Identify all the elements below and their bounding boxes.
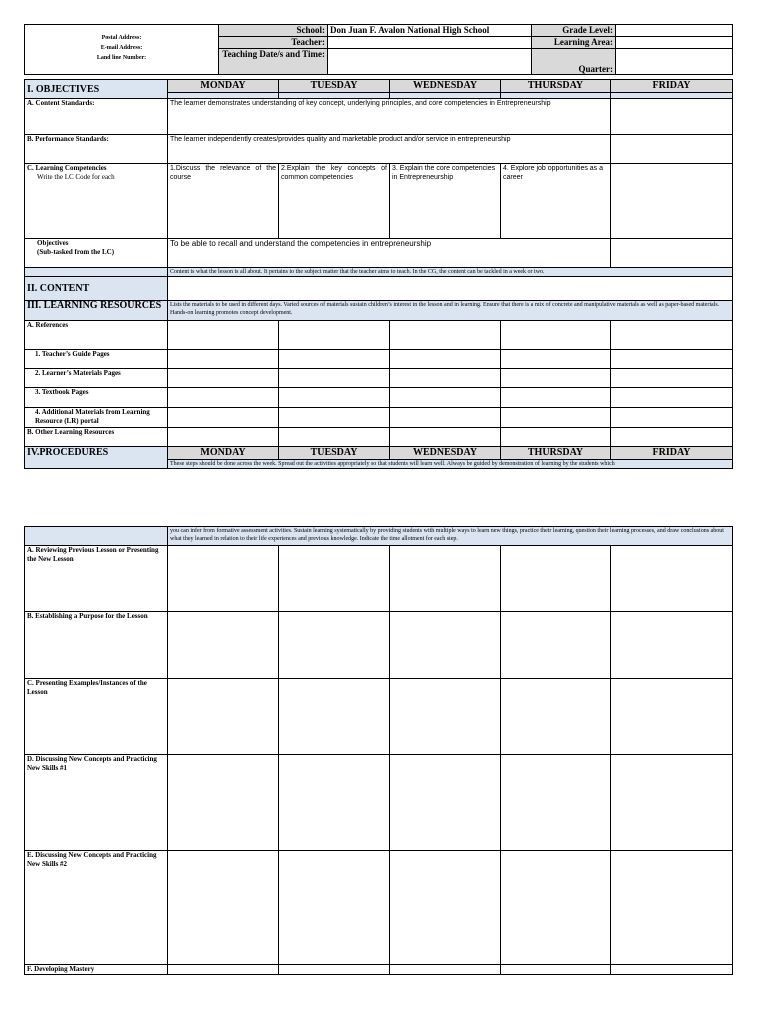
day-thursday-2: THURSDAY xyxy=(501,447,611,460)
dll-page-2 xyxy=(24,526,732,975)
step-e-label: E. Discussing New Concepts and Practicing New Skills #2 xyxy=(25,851,168,965)
quarter-label: Quarter: xyxy=(532,49,616,75)
procedures-title: IV.PROCEDURES xyxy=(25,447,168,469)
dll-page-1 xyxy=(24,24,732,469)
header-table xyxy=(24,24,733,75)
teaching-date-value[interactable] xyxy=(328,49,532,75)
step-b-label: B. Establishing a Purpose for the Lesson xyxy=(25,612,168,679)
content-title: II. CONTENT xyxy=(25,277,168,301)
learner-materials-label: 2. Learner’s Materials Pages xyxy=(25,369,168,388)
teaching-date-label: Teaching Date/s and Time: xyxy=(219,49,328,75)
content-standards-text: The learner demonstrates understanding of key concept, underlying principles, and core competencies in Entrepreneurship xyxy=(168,99,611,135)
content-standards-label: A. Content Standards: xyxy=(25,99,168,135)
competency-monday: 1.Discuss the relevance of the course xyxy=(168,164,279,239)
resources-title: III. LEARNING RESOURCES xyxy=(25,301,168,321)
day-monday: MONDAY xyxy=(168,80,279,93)
quarter-value[interactable] xyxy=(616,49,733,75)
resources-note: Lists the materials to be used in different days. Varied sources of materials sustain children’s interest in the lesson and in learning. Ensure that there is a mix of concrete and manipulative materials as well as paper-based materials. Hands-on learning promotes concept development. xyxy=(168,301,733,321)
objectives-title: I. OBJECTIVES xyxy=(25,80,168,99)
day-tuesday-2: TUESDAY xyxy=(279,447,390,460)
procedures-table xyxy=(24,526,733,975)
competency-thursday: 4. Explore job opportunities as a career xyxy=(501,164,611,239)
day-thursday: THURSDAY xyxy=(501,80,611,93)
learning-area-value[interactable] xyxy=(616,37,733,49)
competency-friday xyxy=(611,164,733,239)
step-f-label: F. Developing Mastery xyxy=(25,965,168,975)
competency-wednesday: 3. Explain the core competencies in Entrepreneurship xyxy=(390,164,501,239)
procedures-note-part2: you can infer from formative assessment activities. Sustain learning systematically by providing students with multiple ways to learn new things, practice their learning, question their learning processes, and draw conclusions about what they learned in relation to their life experiences and previous knowledge. Indicate the time allotment for each step. xyxy=(168,527,733,546)
day-friday: FRIDAY xyxy=(611,80,733,93)
procedures-note-part1: These steps should be done across the week. Spread out the activities appropriately so that students will learn well. Always be guided by demonstration of learning by the students which xyxy=(168,460,733,469)
content-note: Content is what the lesson is all about. It pertains to the subject matter that the teacher aims to teach. In the CG, the content can be tackled in a week or two. xyxy=(168,268,733,277)
day-wednesday-2: WEDNESDAY xyxy=(390,447,501,460)
textbook-pages-label: 3. Textbook Pages xyxy=(25,388,168,408)
teacher-guide-label: 1. Teacher’s Guide Pages xyxy=(25,350,168,369)
day-monday-2: MONDAY xyxy=(168,447,279,460)
grade-level-value[interactable] xyxy=(616,25,733,37)
day-wednesday: WEDNESDAY xyxy=(390,80,501,93)
performance-standards-text: The learner independently creates/provides quality and marketable product and/or service in entrepreneurship xyxy=(168,135,611,164)
teacher-value[interactable] xyxy=(328,37,532,49)
teacher-label: Teacher: xyxy=(219,37,328,49)
step-d-label: D. Discussing New Concepts and Practicing New Skills #1 xyxy=(25,755,168,851)
step-a-label: A. Reviewing Previous Lesson or Presenting the New Lesson xyxy=(25,546,168,612)
other-resources-label: B. Other Learning Resources xyxy=(25,428,168,447)
references-label: A. References xyxy=(25,321,168,350)
step-c-label: C. Presenting Examples/Instances of the Lesson xyxy=(25,679,168,755)
competency-tuesday: 2.Explain the key concepts of common competencies xyxy=(279,164,390,239)
school-value: Don Juan F. Avalon National High School xyxy=(328,25,532,37)
lesson-log-table xyxy=(24,79,733,469)
learning-competencies-label: C. Learning Competencies Write the LC Code for each xyxy=(25,164,168,239)
email-address-label: E-mail Address: xyxy=(100,45,143,51)
learning-area-label: Learning Area: xyxy=(532,37,616,49)
objectives-text: To be able to recall and understand the competencies in entrepreneurship xyxy=(168,239,611,268)
postal-address-label: Postal Address: xyxy=(101,35,142,41)
day-tuesday: TUESDAY xyxy=(279,80,390,93)
content-value[interactable] xyxy=(168,277,733,301)
objectives-label: Objectives (Sub-tasked from the LC) xyxy=(25,239,168,268)
school-contact-info xyxy=(25,25,219,75)
day-friday-2: FRIDAY xyxy=(611,447,733,460)
grade-level-label: Grade Level: xyxy=(532,25,616,37)
school-label: School: xyxy=(219,25,328,37)
performance-standards-label: B. Performance Standards: xyxy=(25,135,168,164)
landline-label: Land line Number: xyxy=(96,55,147,61)
additional-materials-label: 4. Additional Materials from Learning Resource (LR) portal xyxy=(25,408,168,428)
